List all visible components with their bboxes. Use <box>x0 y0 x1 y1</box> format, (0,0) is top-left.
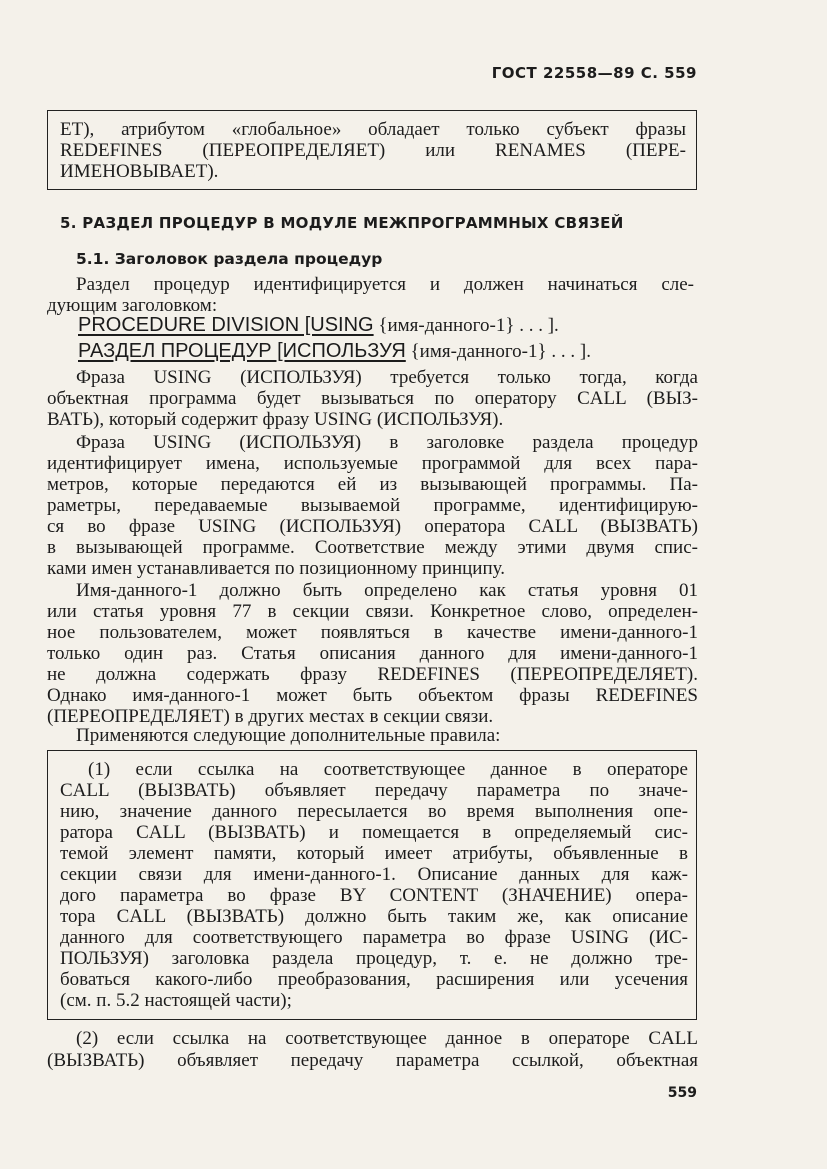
paragraph-line: метров, которые передаются ей из вызывающей программы. Па- <box>47 474 698 495</box>
paragraph-line: только один раз. Статья описания данного для имени-данного-1 <box>47 643 698 664</box>
paragraph-line: Применяются следующие дополнительные правила: <box>76 725 501 746</box>
syntax-keyword: PROCEDURE DIVISION [USING <box>78 314 374 336</box>
paragraph-line: Фраза USING (ИСПОЛЬЗУЯ) требуется только тогда, когда <box>76 367 698 388</box>
paragraph-line: ками имен устанавливается по позиционному принципу. <box>47 558 505 579</box>
paragraph-line: в вызывающей программе. Соответствие между этими двумя спис- <box>47 537 698 558</box>
rule-line: нию, значение данного пересылается во время выполнения опе- <box>60 801 688 822</box>
syntax-line-russian <box>78 341 591 362</box>
rule-line: темой элемент памяти, который имеет атрибуты, объявленные в <box>60 843 688 864</box>
rule-line: ПОЛЬЗУЯ) заголовка раздела процедур, т. е. не должно тре- <box>60 948 688 969</box>
rule-line: (см. п. 5.2 настоящей части); <box>60 990 292 1011</box>
paragraph-line: дующим заголовком: <box>47 295 218 316</box>
syntax-operand: {имя-данного-1} . . . ]. <box>373 315 559 336</box>
paragraph-line: ное пользователем, может появляться в качестве имени-данного-1 <box>47 622 698 643</box>
rule-line: секции связи для имени-данного-1. Описание данных для каж- <box>60 864 688 885</box>
paragraph-line: объектная программа будет вызываться по оператору CALL (ВЫЗ- <box>47 388 698 409</box>
rule-line: тора CALL (ВЫЗВАТЬ) должно быть таким же, как описание <box>60 906 688 927</box>
top-boxed-text <box>47 110 697 190</box>
paragraph-line: или статья уровня 77 в секции связи. Конкретное слово, определен- <box>47 601 698 622</box>
rule-line: CALL (ВЫЗВАТЬ) объявляет передачу параметра по значе- <box>60 780 688 801</box>
section-title: 5. РАЗДЕЛ ПРОЦЕДУР В МОДУЛЕ МЕЖПРОГРАММНЫХ СВЯЗЕЙ <box>60 214 624 232</box>
syntax-keyword: РАЗДЕЛ ПРОЦЕДУР [ИСПОЛЬЗУЯ <box>78 340 406 362</box>
syntax-operand: {имя-данного-1} . . . ]. <box>405 341 591 362</box>
text-line: ET), атрибутом «глобальное» обладает только субъект фразы <box>60 119 686 140</box>
running-head: ГОСТ 22558—89 С. 559 <box>491 64 697 82</box>
paragraph-line: (ПЕРЕОПРЕДЕЛЯЕТ) в других местах в секции связи. <box>47 706 494 727</box>
paragraph-line: Раздел процедур идентифицируется и должен начинаться сле- <box>76 274 694 295</box>
rule-line: (1) если ссылка на соответствующее данное в операторе <box>88 759 688 780</box>
text-line: REDEFINES (ПЕРЕОПРЕДЕЛЯЕТ) или RENAMES (ПЕРЕ- <box>60 140 686 161</box>
paragraph-line: Фраза USING (ИСПОЛЬЗУЯ) в заголовке раздела процедур <box>76 432 698 453</box>
rules-boxed-text <box>47 750 697 1020</box>
paragraph-line: идентифицирует имена, используемые программой для всех пара- <box>47 453 698 474</box>
rule-line: ратора CALL (ВЫЗВАТЬ) и помещается в определяемый сис- <box>60 822 688 843</box>
paragraph-line: (2) если ссылка на соответствующее данное в операторе CALL <box>76 1028 698 1049</box>
rule-line: данного для соответствующего параметра во фразе USING (ИС- <box>60 927 688 948</box>
paragraph-line: не должна содержать фразу REDEFINES (ПЕРЕОПРЕДЕЛЯЕТ). <box>47 664 698 685</box>
page-number: 559 <box>667 1085 697 1101</box>
paragraph-line: раметры, передаваемые вызываемой программе, идентифицирую- <box>47 495 698 516</box>
rule-line: боваться какого-либо преобразования, расширения или усечения <box>60 969 688 990</box>
syntax-line-english <box>78 315 559 336</box>
text-line: ИМЕНОВЫВАЕТ). <box>60 161 219 182</box>
paragraph-line: ся во фразе USING (ИСПОЛЬЗУЯ) оператора CALL (ВЫЗВАТЬ) <box>47 516 698 537</box>
paragraph-line: (ВЫЗВАТЬ) объявляет передачу параметра ссылкой, объектная <box>47 1050 698 1071</box>
paragraph-line: Имя-данного-1 должно быть определено как статья уровня 01 <box>76 580 698 601</box>
subsection-title: 5.1. Заголовок раздела процедур <box>76 250 383 268</box>
paragraph-line: ВАТЬ), который содержит фразу USING (ИСПОЛЬЗУЯ). <box>47 409 504 430</box>
paragraph-line: Однако имя-данного-1 может быть объектом фразы REDEFINES <box>47 685 698 706</box>
rule-line: дого параметра во фразе BY CONTENT (ЗНАЧЕНИЕ) опера- <box>60 885 688 906</box>
